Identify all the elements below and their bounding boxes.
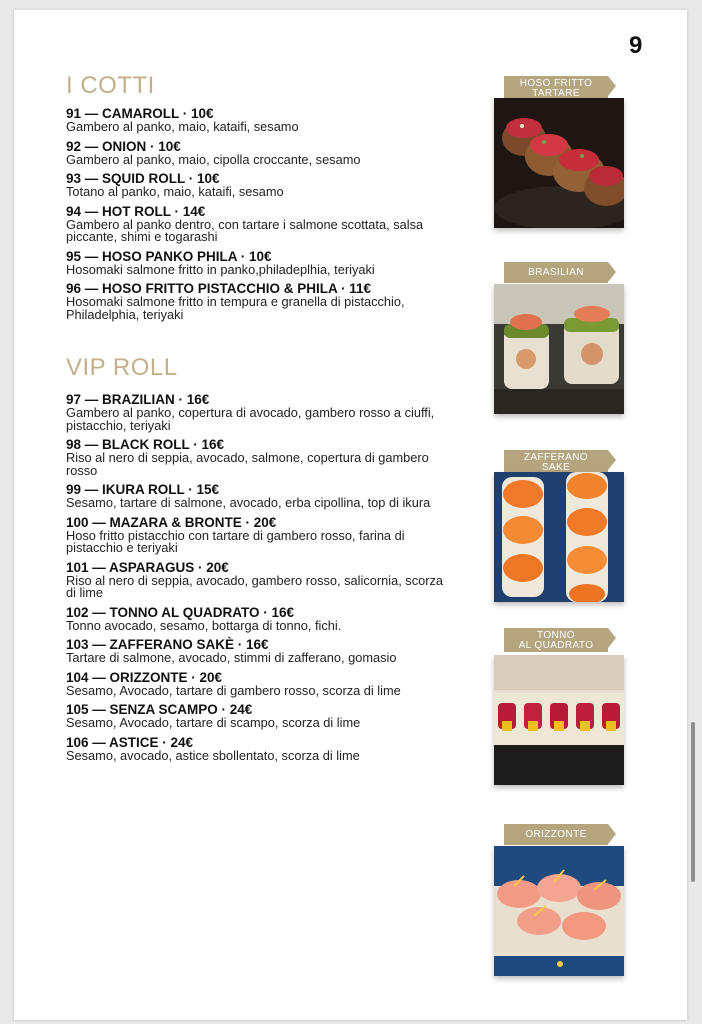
menu-item	[66, 437, 451, 477]
photo-label-line: AL QUADRATO	[518, 639, 594, 651]
menu-item-description: Sesamo, Avocado, tartare di scampo, scorza di lime	[66, 715, 361, 730]
menu-item	[66, 515, 451, 555]
menu-item-title: 92 — ONION · 10€	[66, 138, 181, 154]
menu-item	[66, 670, 451, 698]
menu-item-title: 100 — MAZARA & BRONTE · 20€	[66, 514, 277, 530]
menu-item-title: 93 — SQUID ROLL · 10€	[66, 171, 220, 186]
menu-item-description: Riso al nero di seppia, avocado, gambero rosso, salicornia, scorza di lime	[66, 572, 443, 600]
menu-item	[66, 605, 451, 633]
menu-item-title: 99 — IKURA ROLL · 15€	[66, 482, 220, 497]
menu-item-description: Sesamo, tartare di salmone, avocado, erba cipollina, top di ikura	[66, 495, 431, 510]
section-title-i-cotti: I COTTI	[66, 72, 155, 99]
photo-label-line: TARTARE	[532, 87, 580, 99]
menu-item-title: 97 — BRAZILIAN · 16€	[66, 392, 210, 407]
page-number: 9	[629, 32, 643, 59]
menu-item-description: Hosomaki salmone fritto in tempura e granella di pistacchio, Philadelphia, teriyaki	[66, 294, 405, 322]
menu-item	[66, 139, 451, 167]
menu-item	[66, 392, 451, 432]
section-title-vip-roll: VIP ROLL	[66, 354, 178, 381]
sushi-photo	[494, 655, 624, 785]
photo-label	[504, 628, 608, 652]
sushi-photo-image	[494, 284, 624, 414]
menu-item-title: 98 — BLACK ROLL · 16€	[66, 437, 225, 452]
photo-label-line: SAKE	[541, 461, 571, 473]
photo-label	[504, 824, 608, 845]
menu-item-description: Gambero al panko, copertura di avocado, gambero rosso a ciuffi, pistacchio, teriyaki	[66, 405, 435, 433]
menu-item	[66, 637, 451, 665]
menu-item	[66, 204, 451, 244]
menu-item-title: 105 — SENZA SCAMPO · 24€	[66, 702, 253, 717]
menu-item	[66, 735, 451, 763]
menu-page	[14, 10, 687, 1020]
menu-item	[66, 106, 451, 134]
menu-item-description: Gambero al panko, maio, cipolla croccante, sesamo	[66, 151, 361, 167]
menu-item	[66, 281, 451, 321]
menu-item-description: Hoso fritto pistacchio con tartare di gambero rosso, farina di pistacchio e teriyaki	[66, 527, 405, 555]
menu-item-description: Totano al panko, maio, kataifi, sesamo	[66, 184, 284, 199]
menu-item-description: Tonno avocado, sesamo, bottarga di tonno, fichi.	[66, 617, 342, 633]
menu-item-description: Sesamo, Avocado, tartare di gambero rosso, scorza di lime	[66, 682, 401, 698]
menu-item-title: 103 — ZAFFERANO SAKÈ · 16€	[66, 637, 269, 652]
menu-item-description: Riso al nero di seppia, avocado, salmone, copertura di gambero rosso	[66, 450, 429, 478]
menu-item-description: Tartare di salmone, avocado, stimmi di zafferano, gomasio	[66, 650, 397, 665]
menu-item-title: 101 — ASPARAGUS · 20€	[66, 559, 229, 575]
photo-label	[504, 450, 608, 474]
sushi-photo-image	[494, 846, 624, 976]
photo-label-line: BRASILIAN	[528, 267, 584, 278]
sushi-photo	[494, 846, 624, 976]
menu-item-title: 94 — HOT ROLL · 14€	[66, 203, 206, 219]
menu-item-title: 95 — HOSO PANKO PHILA · 10€	[66, 248, 272, 264]
menu-item-title: 102 — TONNO AL QUADRATO · 16€	[66, 604, 295, 620]
photo-label	[504, 262, 608, 283]
menu-item	[66, 171, 451, 199]
sushi-photo-image	[494, 98, 624, 228]
section-list-i-cotti	[66, 106, 451, 326]
menu-item	[66, 249, 451, 277]
scrollbar-thumb[interactable]	[691, 722, 695, 882]
photo-label-line: TONNO	[537, 630, 575, 641]
photo-label-line: ORIZZONTE	[525, 829, 587, 840]
menu-item	[66, 560, 451, 600]
menu-item-description: Gambero al panko, maio, kataifi, sesamo	[66, 119, 299, 134]
photo-label-line: HOSO FRITTO	[519, 78, 593, 89]
menu-item-title: 91 — CAMAROLL · 10€	[66, 106, 214, 121]
menu-item-description: Gambero al panko dentro, con tartare i salmone scottata, salsa piccante, shimi e togarashi	[66, 216, 424, 244]
menu-item-title: 96 — HOSO FRITTO PISTACCHIO & PHILA · 11€	[66, 281, 372, 296]
menu-item-description: Hosomaki salmone fritto in panko,philadeplhia, teriyaki	[66, 261, 375, 277]
menu-item	[66, 702, 451, 730]
sushi-photo-image	[494, 472, 624, 602]
menu-item-description: Sesamo, avocado, astice sbollentato, scorza di lime	[66, 747, 360, 763]
photo-label	[504, 76, 608, 100]
sushi-photo	[494, 284, 624, 414]
menu-item-title: 104 — ORIZZONTE · 20€	[66, 669, 223, 685]
section-list-vip-roll	[66, 392, 451, 767]
sushi-photo-image	[494, 655, 624, 785]
sushi-photo	[494, 472, 624, 602]
photo-label-line: ZAFFERANO	[523, 452, 589, 463]
menu-item-title: 106 — ASTICE · 24€	[66, 734, 194, 750]
menu-item	[66, 482, 451, 510]
sushi-photo	[494, 98, 624, 228]
